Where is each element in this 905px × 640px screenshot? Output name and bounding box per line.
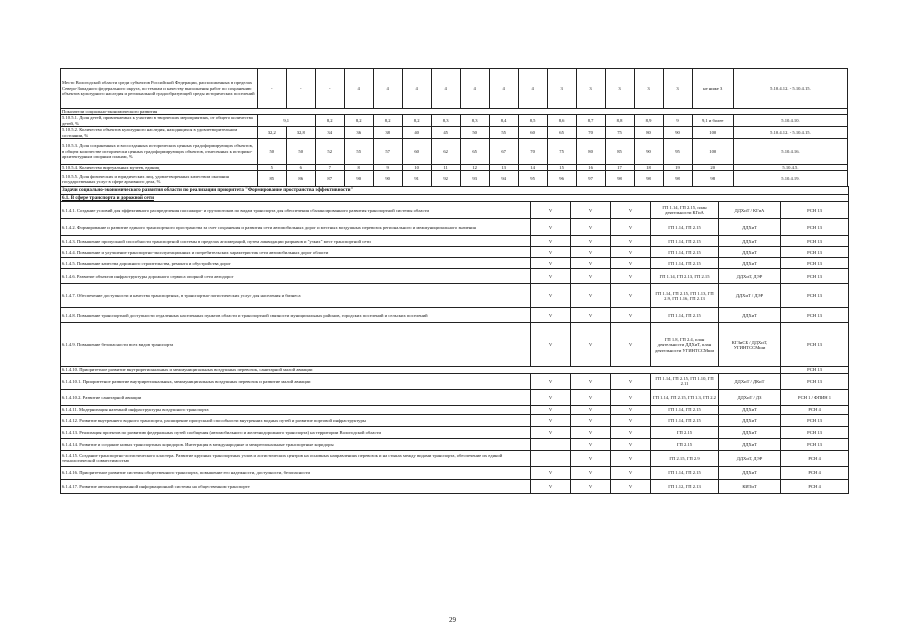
- task-period-mark: V: [531, 236, 571, 247]
- value-cell: 4: [460, 69, 489, 109]
- value-cell: 67: [489, 139, 518, 165]
- value-cell: 10: [402, 165, 431, 171]
- task-period-mark: V: [611, 373, 651, 389]
- value-cell: 95: [663, 139, 692, 165]
- tasks-body: [61, 202, 849, 493]
- task-program: ГП 1.14, ГП 2.15, ГП 1.13, ГП 2.9, ГП 1.16, ГП 2.13: [651, 284, 719, 308]
- task-program: ГП 1.14, ГП 2.15: [651, 219, 719, 236]
- indicator-row: [61, 115, 848, 127]
- value-cell: 6: [286, 165, 315, 171]
- task-label: 6.1.4.10.1. Приоритетное развитие внутрирегиональных, межмуниципальных воздушных перевозок и развитие малой авиации: [61, 373, 531, 389]
- task-program: ГП 1.14, ГП 2.15: [651, 405, 719, 414]
- task-label: 6.1.4.11. Модернизация наземной инфраструктуры воздушного транспорта: [61, 405, 531, 414]
- value-cell: 96: [547, 171, 576, 187]
- task-period-mark: V: [531, 479, 571, 493]
- task-label: 6.1.4.14. Развитие и создание новых транспортных коридоров. Интеграция в международные и межрегиональные транспортные коридоры: [61, 438, 531, 450]
- task-period-mark: V: [611, 236, 651, 247]
- task-period-mark: V: [611, 308, 651, 323]
- indicator-row: [61, 127, 848, 139]
- task-row: [61, 258, 849, 269]
- indicator-label: 5.10.5.5. Доля физических и юридических лиц, удовлетворенных качеством оказания государственных услуг в сфере архивного дела, %: [61, 171, 258, 187]
- task-label: 6.1.4.4. Повышение и улучшение транспортно-эксплуатационных и потребительских характеристик сети автомобильных дорог области: [61, 247, 531, 258]
- task-program: ГП 1.12, ГП 2.13: [651, 479, 719, 493]
- task-row: [61, 323, 849, 367]
- value-cell: 52: [315, 139, 344, 165]
- task-row: [61, 466, 849, 479]
- task-row: [61, 269, 849, 284]
- task-row: [61, 405, 849, 414]
- task-row: [61, 284, 849, 308]
- task-doc: РСН 13: [781, 308, 849, 323]
- task-program: ГП 1.8, ГП 2.4, план деятельности ДДХиТ, план деятельности УГИНТССМши: [651, 323, 719, 367]
- task-program: ГП 2.15: [651, 438, 719, 450]
- task-program: ГП 2.15, ГП 2.9: [651, 450, 719, 466]
- value-cell: 87: [315, 171, 344, 187]
- task-period-mark: V: [611, 405, 651, 414]
- task-executor: ДДХиТ: [719, 466, 781, 479]
- task-executor: КИТиТ: [719, 479, 781, 493]
- value-cell: 9,1 и более: [692, 115, 733, 127]
- task-period-mark: V: [531, 308, 571, 323]
- value-cell: 70: [576, 127, 605, 139]
- task-label: 6.1.4.17. Развитие автоматизированной информационной системы на общественном транспорте: [61, 479, 531, 493]
- value-cell: 8,6: [547, 115, 576, 127]
- task-row: [61, 236, 849, 247]
- task-period-mark: V: [571, 438, 611, 450]
- task-executor: ДДХиТ / КГиА: [719, 202, 781, 219]
- value-cell: 8,4: [489, 115, 518, 127]
- task-program: ГП 1.14, ГП 2.15: [651, 236, 719, 247]
- indicator-label: 5.10.5.3. Доля сохраненных и воссозданных исторических ценных градоформирующих объектов, в общем количестве исторически ценных градоформирующих объектов, отнесенных к историко-архитектурным опорным планам, %: [61, 139, 258, 165]
- value-cell: 90: [373, 171, 402, 187]
- indicator-label: 5.10.5.4. Количество виртуальных музеев, единиц: [61, 165, 258, 171]
- section-title: 6.1. В сфере транспорта и дорожной сети: [61, 195, 849, 202]
- value-cell: 7: [315, 165, 344, 171]
- value-cell: 90: [634, 139, 663, 165]
- task-period-mark: V: [571, 284, 611, 308]
- task-period-mark: V: [611, 202, 651, 219]
- task-label: 6.1.4.6. Развитие объектов инфраструктуры дорожного сервиса опорной сети автодорог: [61, 269, 531, 284]
- task-program: ГП 1.14, ГП 2.15: [651, 308, 719, 323]
- task-period-mark: V: [571, 258, 611, 269]
- task-period-mark: V: [571, 236, 611, 247]
- value-cell: 18: [634, 165, 663, 171]
- value-cell: 8,3: [460, 115, 489, 127]
- document-sheet: [60, 68, 848, 494]
- task-program: ГП 1.14, ГП 2.15: [651, 247, 719, 258]
- value-cell: 60: [518, 127, 547, 139]
- value-cell: 8,8: [605, 115, 634, 127]
- value-cell: 65: [460, 139, 489, 165]
- task-period-mark: V: [611, 466, 651, 479]
- task-group-label: 6.1.4.10. Приоритетное развитие внутрирегиональных и межмуниципальных воздушных перевозок, санитарной малой авиации: [61, 367, 781, 373]
- task-doc: РСН 4: [781, 450, 849, 466]
- task-executor: ДДХиТ: [719, 426, 781, 438]
- value-cell: 92: [431, 171, 460, 187]
- task-doc: РСН 13: [781, 236, 849, 247]
- value-cell: 20: [692, 165, 733, 171]
- value-cell: 36: [344, 127, 373, 139]
- value-cell: 32,8: [286, 127, 315, 139]
- task-executor: ДДХиТ: [719, 236, 781, 247]
- value-cell: 19: [663, 165, 692, 171]
- value-cell: 75: [605, 127, 634, 139]
- value-cell: 90: [663, 127, 692, 139]
- task-doc: РСН 13: [781, 323, 849, 367]
- task-program: ГП 1.14, ГП 2.15: [651, 414, 719, 426]
- task-program: ГП 1.14, ГП 2.13, ГП 2.15: [651, 269, 719, 284]
- task-executor: ДДХиТ / ДЗ: [719, 389, 781, 405]
- value-cell: 75: [547, 139, 576, 165]
- task-period-mark: V: [611, 284, 651, 308]
- task-doc: РСН 13: [781, 373, 849, 389]
- task-doc: РСН 1 / ФПИН 1: [781, 389, 849, 405]
- task-row: [61, 389, 849, 405]
- value-cell: 90: [344, 171, 373, 187]
- value-cell: 5: [257, 165, 286, 171]
- reference-cell: 5.10.4.19.: [733, 171, 847, 187]
- value-cell: 11: [431, 165, 460, 171]
- value-cell: 91: [402, 171, 431, 187]
- task-period-mark: V: [531, 466, 571, 479]
- value-cell: 3: [547, 69, 576, 109]
- value-cell: 4: [373, 69, 402, 109]
- value-cell: 8,7: [576, 115, 605, 127]
- task-row: [61, 450, 849, 466]
- task-doc: РСН 13: [781, 258, 849, 269]
- task-period-mark: V: [571, 323, 611, 367]
- task-row: [61, 373, 849, 389]
- task-period-mark: V: [571, 389, 611, 405]
- value-cell: 98: [605, 171, 634, 187]
- task-period-mark: V: [571, 308, 611, 323]
- value-cell: 65: [547, 127, 576, 139]
- value-cell: 57: [373, 139, 402, 165]
- task-executor: ДДХиТ, ДЭР: [719, 269, 781, 284]
- task-executor: КГЗиСБ / ДДХиТ, УГИНТССМши: [719, 323, 781, 367]
- task-period-mark: V: [531, 405, 571, 414]
- task-period-mark: V: [531, 414, 571, 426]
- task-period-mark: V: [531, 323, 571, 367]
- task-doc: РСН 13: [781, 284, 849, 308]
- value-cell: 38: [373, 127, 402, 139]
- value-cell: 13: [489, 165, 518, 171]
- task-period-mark: V: [571, 426, 611, 438]
- tasks-table: [60, 186, 849, 493]
- task-row: [61, 426, 849, 438]
- task-label: 6.1.4.8. Повышение транспортной доступности отдаленных населенных пунктов области и транспортной связности муниципальных районов, городских поселений и сельских поселений: [61, 308, 531, 323]
- task-period-mark: V: [531, 373, 571, 389]
- value-cell: 100: [692, 139, 733, 165]
- task-program: ГП 2.15: [651, 426, 719, 438]
- value-cell: 3: [634, 69, 663, 109]
- task-label: 6.1.4.16. Приоритетное развитие системы общественного транспорта, повышение его надежности, доступности, безопасности: [61, 466, 531, 479]
- value-cell: 94: [489, 171, 518, 187]
- task-period-mark: V: [571, 414, 611, 426]
- task-period-mark: V: [611, 438, 651, 450]
- task-period-mark: V: [611, 414, 651, 426]
- value-cell: 8,2: [315, 115, 344, 127]
- task-label: 6.1.4.9. Повышение безопасности всех видов транспорта: [61, 323, 531, 367]
- value-cell: 8: [344, 165, 373, 171]
- task-period-mark: V: [611, 479, 651, 493]
- value-cell: -: [315, 69, 344, 109]
- task-period-mark: V: [531, 269, 571, 284]
- value-cell: 3: [663, 69, 692, 109]
- reference-cell: 5.10.4.12. - 5.10.4.15.: [733, 127, 847, 139]
- section-label: Показатели социально-экономического развития: [61, 109, 848, 115]
- value-cell: не ниже 3: [692, 69, 733, 109]
- task-period-mark: V: [571, 219, 611, 236]
- task-row: [61, 414, 849, 426]
- task-doc: РСН 13: [781, 219, 849, 236]
- task-period-mark: V: [531, 426, 571, 438]
- page-number: 29: [449, 616, 456, 624]
- task-program: ГП 1.14, ГП 2.15: [651, 466, 719, 479]
- task-doc: РСН 13: [781, 202, 849, 219]
- task-row: [61, 308, 849, 323]
- value-cell: 85: [605, 139, 634, 165]
- task-period-mark: V: [571, 202, 611, 219]
- task-period-mark: V: [571, 479, 611, 493]
- task-period-mark: V: [571, 373, 611, 389]
- task-executor: ДДХиТ / ДКиТ: [719, 373, 781, 389]
- task-label: 6.1.4.13. Реализация проектов по развитию федеральных путей сообщения (автомобильного и железнодорожного транспорта) на территории Вологодской области: [61, 426, 531, 438]
- value-cell: 97: [576, 171, 605, 187]
- top-indicators-body: [61, 69, 848, 187]
- indicator-label: 5.10.5.1. Доля детей, привлекаемых к участию в творческих мероприятиях, от общего количества детей, %: [61, 115, 258, 127]
- value-cell: 8,2: [373, 115, 402, 127]
- task-doc: РСН 13: [781, 426, 849, 438]
- task-period-mark: V: [571, 466, 611, 479]
- task-period-mark: V: [611, 269, 651, 284]
- value-cell: 4: [431, 69, 460, 109]
- task-program: ГП 1.14, ГП 2.15, план деятельности КГиА: [651, 202, 719, 219]
- value-cell: 4: [402, 69, 431, 109]
- indicator-label: Место Вологодской области среди субъектов Российской Федерации, расположенных в пределах Северо-Западного федерального округа, по темпам и качеству выполнения работ по сохранению объектов культурного наследия и региональной градообразующей среды исторических поселений: [61, 69, 258, 109]
- reference-cell: 5.10.4.12. - 5.10.4.15.: [733, 69, 847, 109]
- task-label: 6.1.4.10.2. Развитие санитарной авиации: [61, 389, 531, 405]
- task-doc: РСН 13: [781, 269, 849, 284]
- task-doc: РСН 13: [781, 438, 849, 450]
- value-cell: 15: [547, 165, 576, 171]
- task-label: 6.1.4.5. Повышение качества дорожного строительства, ремонта и обустройства дорог: [61, 258, 531, 269]
- task-period-mark: V: [611, 247, 651, 258]
- task-executor: ДДХиТ / ДЭР: [719, 284, 781, 308]
- value-cell: 85: [257, 171, 286, 187]
- task-period-mark: V: [531, 219, 571, 236]
- value-cell: 60: [402, 139, 431, 165]
- value-cell: 4: [489, 69, 518, 109]
- value-cell: -: [257, 69, 286, 109]
- task-period-mark: V: [571, 269, 611, 284]
- task-program: ГП 1.14, ГП 2.15, ГП 1.10, ГП 2.11: [651, 373, 719, 389]
- reference-cell: 5.10.4.5.: [733, 165, 847, 171]
- task-period-mark: V: [571, 450, 611, 466]
- task-row: [61, 247, 849, 258]
- task-executor: ДДХиТ, ДЭР: [719, 450, 781, 466]
- task-row: [61, 202, 849, 219]
- task-period-mark: V: [571, 405, 611, 414]
- task-period-mark: V: [611, 323, 651, 367]
- value-cell: 95: [518, 171, 547, 187]
- indicator-row: [61, 171, 848, 187]
- value-cell: 98: [692, 171, 733, 187]
- task-doc: РСН 13: [781, 367, 849, 373]
- value-cell: 8,5: [518, 115, 547, 127]
- value-cell: 80: [576, 139, 605, 165]
- value-cell: 93: [460, 171, 489, 187]
- indicator-row: [61, 69, 848, 109]
- value-cell: 98: [663, 171, 692, 187]
- value-cell: 55: [344, 139, 373, 165]
- value-cell: 16: [576, 165, 605, 171]
- value-cell: 50: [460, 127, 489, 139]
- task-period-mark: V: [611, 426, 651, 438]
- task-program: ГП 1.14, ГП 2.15: [651, 258, 719, 269]
- task-label: 6.1.4.15. Создание транспортно-логистического кластера. Развитие крупных транспортных узлов и логистических центров на основных направлениях перевозок и на стыках между видами транспорта, обеспечение их единой технологической совместимостью: [61, 450, 531, 466]
- value-cell: 45: [431, 127, 460, 139]
- value-cell: 100: [692, 127, 733, 139]
- task-period-mark: V: [611, 219, 651, 236]
- task-label: 6.1.4.12. Развитие внутреннего водного транспорта, расширение пропускной способности внутренних водных путей и развитие портовой инфраструктуры: [61, 414, 531, 426]
- value-cell: 9: [663, 115, 692, 127]
- value-cell: 8,2: [344, 115, 373, 127]
- indicator-row: [61, 139, 848, 165]
- task-row: [61, 219, 849, 236]
- task-row: [61, 479, 849, 493]
- indicator-label: 5.10.5.2. Количество объектов культурного наследия, находящихся в удовлетворительном состоянии, %: [61, 127, 258, 139]
- value-cell: 9: [373, 165, 402, 171]
- value-cell: 9,1: [257, 115, 315, 127]
- top-indicators-table: [60, 68, 848, 187]
- task-doc: РСН 4: [781, 405, 849, 414]
- value-cell: 12: [460, 165, 489, 171]
- value-cell: 50: [286, 139, 315, 165]
- value-cell: 55: [489, 127, 518, 139]
- value-cell: 8,2: [402, 115, 431, 127]
- value-cell: 34: [315, 127, 344, 139]
- task-executor: ДДХиТ: [719, 414, 781, 426]
- task-label: 6.1.4.1. Создание условий для эффективного распределения пассажиро- и грузопотоков по видам транспорта для обеспечения сбалансированного развития транспортной системы области: [61, 202, 531, 219]
- task-period-mark: V: [611, 258, 651, 269]
- task-executor: ДДХиТ: [719, 405, 781, 414]
- task-label: 6.1.4.7. Обеспечение доступности и качества транспортных, в транспортно-логистических услуг для населения и бизнеса: [61, 284, 531, 308]
- task-period-mark: V: [611, 389, 651, 405]
- priority-header: Задачи социально-экономического развития области по реализации приоритета "Формирование пространства эффективности": [61, 187, 849, 195]
- task-executor: ДДХиТ: [719, 247, 781, 258]
- task-doc: РСН 4: [781, 466, 849, 479]
- task-doc: РСН 13: [781, 414, 849, 426]
- task-period-mark: V: [531, 258, 571, 269]
- value-cell: 70: [518, 139, 547, 165]
- value-cell: 3: [605, 69, 634, 109]
- task-period-mark: [531, 450, 571, 466]
- task-program: ГП 1.14, ГП 2.15, ГП 1.3, ГП 2.2: [651, 389, 719, 405]
- task-period-mark: V: [571, 247, 611, 258]
- task-period-mark: V: [531, 389, 571, 405]
- value-cell: 62: [431, 139, 460, 165]
- task-executor: ДДХиТ: [719, 258, 781, 269]
- task-doc: РСН 4: [781, 479, 849, 493]
- task-row: [61, 438, 849, 450]
- value-cell: 40: [402, 127, 431, 139]
- task-doc: РСН 13: [781, 247, 849, 258]
- task-executor: ДДХиТ: [719, 308, 781, 323]
- task-period-mark: V: [611, 450, 651, 466]
- value-cell: 4: [518, 69, 547, 109]
- value-cell: 80: [634, 127, 663, 139]
- value-cell: 8,9: [634, 115, 663, 127]
- value-cell: 50: [257, 139, 286, 165]
- value-cell: 14: [518, 165, 547, 171]
- task-period-mark: [531, 438, 571, 450]
- value-cell: 8,3: [431, 115, 460, 127]
- reference-cell: 5.10.4.16.: [733, 139, 847, 165]
- value-cell: 3: [576, 69, 605, 109]
- value-cell: 4: [344, 69, 373, 109]
- task-executor: ДДХиТ: [719, 438, 781, 450]
- value-cell: 32,2: [257, 127, 286, 139]
- task-label: 6.1.4.3. Повышение пропускной способности транспортной системы в пределах агломераций, путем ликвидации разрывов и "узких" мест транспортной сети: [61, 236, 531, 247]
- task-executor: ДДХиТ: [719, 219, 781, 236]
- task-period-mark: V: [531, 202, 571, 219]
- value-cell: 98: [634, 171, 663, 187]
- task-period-mark: V: [531, 247, 571, 258]
- task-label: 6.1.4.2. Формирование и развитие единого транспортного пространства за счет сохранения и развития сети автомобильных дорог и местных воздушных перевозок регионального и межмуниципального значения: [61, 219, 531, 236]
- value-cell: -: [286, 69, 315, 109]
- reference-cell: 5.10.4.10.: [733, 115, 847, 127]
- task-period-mark: V: [531, 284, 571, 308]
- value-cell: 17: [605, 165, 634, 171]
- value-cell: 86: [286, 171, 315, 187]
